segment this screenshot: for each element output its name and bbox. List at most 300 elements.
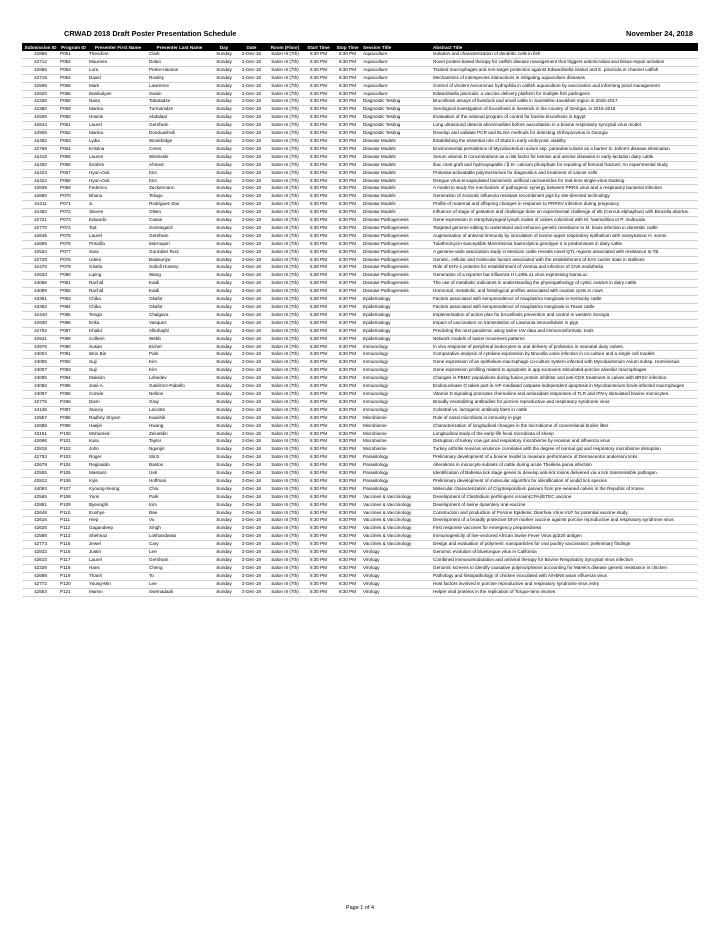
- program-id-cell: P097: [59, 406, 88, 414]
- stop-time-cell: 8:30 PM: [333, 82, 362, 90]
- start-time-cell: 6:30 PM: [304, 390, 333, 398]
- first-name-cell: Hiep: [88, 517, 148, 525]
- stop-time-cell: 8:30 PM: [333, 327, 362, 335]
- last-name-cell: Kaidi: [148, 280, 211, 288]
- table-row: [22, 335, 698, 343]
- program-id-cell: P087: [59, 327, 88, 335]
- date-cell: 2-Dec-18: [237, 359, 266, 367]
- session-title-cell: Immunology: [362, 351, 432, 359]
- stop-time-cell: 8:30 PM: [333, 367, 362, 375]
- program-id-cell: P054: [59, 74, 88, 82]
- session-title-cell: Parasitology: [362, 477, 432, 485]
- abstract-title-cell: Network models of swine movement patterns: [432, 335, 698, 343]
- program-id-cell: P120: [59, 580, 88, 588]
- table-row: [22, 264, 698, 272]
- abstract-title-cell: First response vaccines for emergency preparedness: [432, 525, 698, 533]
- table-row: [22, 462, 698, 470]
- room-cell: Salon III (7th): [266, 572, 304, 580]
- submission-id-cell: 42534: [22, 248, 59, 256]
- last-name-cell: Lebedev: [148, 375, 211, 383]
- first-name-cell: Stacey: [88, 406, 148, 414]
- abstract-title-cell: Endonuclease G takes part in AIF-mediated caspase-independent apoptosis in Mycobacterium bovis-infected macrophages: [432, 383, 698, 391]
- day-cell: Sunday: [211, 248, 237, 256]
- session-title-cell: Vaccines & Vaccinology: [362, 501, 432, 509]
- table-row: [22, 549, 698, 557]
- abstract-title-cell: Evaluation of the national program of control for bovine brucellosis in Egypt: [432, 114, 698, 122]
- stop-time-cell: 8:30 PM: [333, 351, 362, 359]
- last-name-cell: Wang: [148, 272, 211, 280]
- stop-time-cell: 8:30 PM: [333, 319, 362, 327]
- submission-id-cell: 44089: [22, 288, 59, 296]
- last-name-cell: Chalgava: [148, 311, 211, 319]
- first-name-cell: Chika: [88, 296, 148, 304]
- abstract-title-cell: Predicting the next pandemic using swine IAV data and immunoinformatic tools: [432, 327, 698, 335]
- table-row: [22, 406, 698, 414]
- schedule-title: CRWAD 2018 Draft Poster Presentation Schedule: [64, 29, 237, 38]
- last-name-cell: Abdalaal: [148, 114, 211, 122]
- submission-id-cell: 42419: [22, 153, 59, 161]
- room-cell: Salon III (7th): [266, 367, 304, 375]
- session-title-cell: Immunology: [362, 383, 432, 391]
- table-row: [22, 359, 698, 367]
- session-title-cell: Aquaculture: [362, 90, 432, 98]
- date-cell: 2-Dec-18: [237, 137, 266, 145]
- submission-id-cell: 42470: [22, 264, 59, 272]
- first-name-cell: José A.: [88, 383, 148, 391]
- day-cell: Sunday: [211, 588, 237, 596]
- stop-time-cell: 8:30 PM: [333, 74, 362, 82]
- session-title-cell: Parasitology: [362, 470, 432, 478]
- start-time-cell: 6:30 PM: [304, 264, 333, 272]
- session-title-cell: Epidemiology: [362, 327, 432, 335]
- first-name-cell: Yumi: [88, 493, 148, 501]
- day-cell: Sunday: [211, 493, 237, 501]
- session-title-cell: Vaccines & Vaccinology: [362, 541, 432, 549]
- day-cell: Sunday: [211, 161, 237, 169]
- start-time-cell: 6:30 PM: [304, 51, 333, 58]
- first-name-cell: Reginaldo: [88, 462, 148, 470]
- stop-time-cell: 8:30 PM: [333, 572, 362, 580]
- session-title-cell: Disease Models: [362, 169, 432, 177]
- start-time-cell: 6:30 PM: [304, 66, 333, 74]
- submission-id-cell: 42411: [22, 201, 59, 209]
- start-time-cell: 6:30 PM: [304, 98, 333, 106]
- start-time-cell: 6:30 PM: [304, 217, 333, 225]
- start-time-cell: 6:30 PM: [304, 541, 333, 549]
- day-cell: Sunday: [211, 390, 237, 398]
- first-name-cell: Eduardo: [88, 217, 148, 225]
- date-cell: 2-Dec-18: [237, 375, 266, 383]
- program-id-cell: P121: [59, 588, 88, 596]
- stop-time-cell: 8:30 PM: [333, 288, 362, 296]
- start-time-cell: 6:30 PM: [304, 185, 333, 193]
- table-row: [22, 153, 698, 161]
- start-time-cell: 6:30 PM: [304, 383, 333, 391]
- stop-time-cell: 8:30 PM: [333, 509, 362, 517]
- program-id-cell: P258: [59, 398, 88, 406]
- first-name-cell: Radhey Shyam: [88, 414, 148, 422]
- first-name-cell: Mohamed: [88, 430, 148, 438]
- last-name-cell: Gray: [148, 398, 211, 406]
- column-header: Room (Floor): [266, 43, 304, 51]
- first-name-cell: Erika: [88, 319, 148, 327]
- day-cell: Sunday: [211, 541, 237, 549]
- date-cell: 2-Dec-18: [237, 477, 266, 485]
- room-cell: Salon III (7th): [266, 390, 304, 398]
- stop-time-cell: 8:30 PM: [333, 177, 362, 185]
- date-cell: 2-Dec-18: [237, 232, 266, 240]
- first-name-cell: Rachid: [88, 280, 148, 288]
- session-title-cell: Disease Pathogenesis: [362, 217, 432, 225]
- abstract-title-cell: Vitamin D signaling promotes chemokine and antioxidant responses of TLR and IFN-γ stimulated bovine monocytes.: [432, 390, 698, 398]
- abstract-title-cell: Influence of stage of gestation and challenge dose on experimental challenge of elk (Cervus elphaphus) with Brucella abortus.: [432, 209, 698, 217]
- start-time-cell: 6:30 PM: [304, 470, 333, 478]
- first-name-cell: Mark: [88, 82, 148, 90]
- last-name-cell: Okafor: [148, 296, 211, 304]
- last-name-cell: Casas: [148, 217, 211, 225]
- day-cell: Sunday: [211, 319, 237, 327]
- abstract-title-cell: Immunogenicity of live-vectored African Swine Fever Virus pp220 antigen: [432, 533, 698, 541]
- submission-id-cell: 42721: [22, 217, 59, 225]
- date-cell: 2-Dec-18: [237, 185, 266, 193]
- date-cell: 2-Dec-18: [237, 572, 266, 580]
- day-cell: Sunday: [211, 485, 237, 493]
- stop-time-cell: 8:30 PM: [333, 438, 362, 446]
- first-name-cell: Thanh: [88, 572, 148, 580]
- abstract-title-cell: Serum vitamin D concentrations as a risk factor for ketosis and uterine diseases in early-lactation dairy cattle: [432, 153, 698, 161]
- last-name-cell: Park: [148, 351, 211, 359]
- day-cell: Sunday: [211, 296, 237, 304]
- day-cell: Sunday: [211, 446, 237, 454]
- submission-id-cell: 44007: [22, 367, 59, 375]
- table-row: [22, 509, 698, 517]
- stop-time-cell: 8:30 PM: [333, 564, 362, 572]
- submission-id-cell: 42610: [22, 557, 59, 565]
- start-time-cell: 6:30 PM: [304, 304, 333, 312]
- session-title-cell: Disease Pathogenesis: [362, 264, 432, 272]
- day-cell: Sunday: [211, 398, 237, 406]
- room-cell: Salon III (7th): [266, 280, 304, 288]
- date-cell: 2-Dec-18: [237, 462, 266, 470]
- stop-time-cell: 8:30 PM: [333, 501, 362, 509]
- day-cell: Sunday: [211, 462, 237, 470]
- stop-time-cell: 8:30 PM: [333, 272, 362, 280]
- start-time-cell: 6:30 PM: [304, 272, 333, 280]
- day-cell: Sunday: [211, 477, 237, 485]
- first-name-cell: Kara: [88, 438, 148, 446]
- submission-id-cell: 42565: [22, 493, 59, 501]
- date-cell: 2-Dec-18: [237, 82, 266, 90]
- session-title-cell: Virology: [362, 588, 432, 596]
- day-cell: Sunday: [211, 580, 237, 588]
- start-time-cell: 6:30 PM: [304, 288, 333, 296]
- program-id-cell: P077: [59, 248, 88, 256]
- table-row: [22, 470, 698, 478]
- last-name-cell: Kim: [148, 359, 211, 367]
- submission-id-cell: 42400: [22, 161, 59, 169]
- table-row: [22, 446, 698, 454]
- last-name-cell: Gershwin: [148, 232, 211, 240]
- abstract-title-cell: Establishing the essential role of Stat3 in early embryonic viability: [432, 137, 698, 145]
- last-name-cell: Ceres: [148, 145, 211, 153]
- last-name-cell: Balasuriya: [148, 256, 211, 264]
- program-id-cell: P094: [59, 375, 88, 383]
- submission-id-cell: 42616: [22, 517, 59, 525]
- room-cell: Salon III (7th): [266, 256, 304, 264]
- abstract-title-cell: Develop and validate PCR and ELISA methods for detecting Orthopoxvirus in Georgia: [432, 130, 698, 138]
- room-cell: Salon III (7th): [266, 335, 304, 343]
- room-cell: Salon III (7th): [266, 232, 304, 240]
- submission-id-cell: 42665: [22, 240, 59, 248]
- first-name-cell: Maksim: [88, 375, 148, 383]
- abstract-title-cell: Gene expression of an epithelium-macrophage co-culture system infected with Mycobacterium Avium subsp. Hominissuis: [432, 359, 698, 367]
- table-row: [22, 375, 698, 383]
- table-row: [22, 501, 698, 509]
- start-time-cell: 6:30 PM: [304, 169, 333, 177]
- room-cell: Salon III (7th): [266, 217, 304, 225]
- day-cell: Sunday: [211, 367, 237, 375]
- column-header: Day: [211, 43, 237, 51]
- last-name-cell: Gershwin: [148, 557, 211, 565]
- program-id-cell: P060: [59, 114, 88, 122]
- program-id-cell: P074: [59, 224, 88, 232]
- date-cell: 2-Dec-18: [237, 193, 266, 201]
- stop-time-cell: 8:30 PM: [333, 517, 362, 525]
- table-row: [22, 296, 698, 304]
- room-cell: Salon III (7th): [266, 477, 304, 485]
- table-row: [22, 438, 698, 446]
- table-row: [22, 248, 698, 256]
- day-cell: Sunday: [211, 224, 237, 232]
- room-cell: Salon III (7th): [266, 185, 304, 193]
- stop-time-cell: 8:30 PM: [333, 106, 362, 114]
- submission-id-cell: 43151: [22, 430, 59, 438]
- session-title-cell: Immunology: [362, 390, 432, 398]
- day-cell: Sunday: [211, 406, 237, 414]
- date-cell: 2-Dec-18: [237, 414, 266, 422]
- session-title-cell: Microbiome: [362, 446, 432, 454]
- last-name-cell: Park: [148, 493, 211, 501]
- submission-id-cell: 42648: [22, 509, 59, 517]
- date-cell: 2-Dec-18: [237, 240, 266, 248]
- abstract-title-cell: Isolation and characterization of dendritic cells in fish: [432, 51, 698, 58]
- submission-id-cell: 43976: [22, 343, 59, 351]
- table-row: [22, 90, 698, 98]
- last-name-cell: Turmanidze: [148, 106, 211, 114]
- stop-time-cell: 8:30 PM: [333, 422, 362, 430]
- schedule-table: [22, 43, 698, 597]
- last-name-cell: Okafor: [148, 304, 211, 312]
- table-row: [22, 145, 698, 153]
- date-cell: 2-Dec-18: [237, 122, 266, 130]
- first-name-cell: Kyoung-Seong: [88, 485, 148, 493]
- last-name-cell: Zuckermann: [148, 185, 211, 193]
- abstract-title-cell: Augmentation of antiviral immunity by inoculation of bovine upper respiratory epithelium with nonsytotoxic H. somni: [432, 232, 698, 240]
- room-cell: Salon III (7th): [266, 430, 304, 438]
- first-name-cell: Hosein: [88, 114, 148, 122]
- last-name-cell: Swain: [148, 90, 211, 98]
- table-row: [22, 98, 698, 106]
- program-id-cell: P105: [59, 470, 88, 478]
- session-title-cell: Immunology: [362, 367, 432, 375]
- submission-id-cell: 42866: [22, 51, 59, 58]
- column-header: Program ID: [59, 43, 88, 51]
- room-cell: Salon III (7th): [266, 106, 304, 114]
- last-name-cell: Cheng: [148, 564, 211, 572]
- day-cell: Sunday: [211, 564, 237, 572]
- last-name-cell: Gutiérrez-Pabello: [148, 383, 211, 391]
- room-cell: Salon III (7th): [266, 90, 304, 98]
- start-time-cell: 6:30 PM: [304, 509, 333, 517]
- session-title-cell: Parasitology: [362, 485, 432, 493]
- day-cell: Sunday: [211, 430, 237, 438]
- date-cell: 2-Dec-18: [237, 422, 266, 430]
- first-name-cell: Gagandeep: [88, 525, 148, 533]
- room-cell: Salon III (7th): [266, 248, 304, 256]
- start-time-cell: 6:30 PM: [304, 240, 333, 248]
- stop-time-cell: 8:30 PM: [333, 201, 362, 209]
- day-cell: Sunday: [211, 106, 237, 114]
- stop-time-cell: 8:30 PM: [333, 122, 362, 130]
- stop-time-cell: 8:30 PM: [333, 335, 362, 343]
- session-title-cell: Epidemiology: [362, 296, 432, 304]
- start-time-cell: 6:30 PM: [304, 106, 333, 114]
- start-time-cell: 6:30 PM: [304, 517, 333, 525]
- stop-time-cell: 8:30 PM: [333, 130, 362, 138]
- session-title-cell: Disease Models: [362, 185, 432, 193]
- room-cell: Salon III (7th): [266, 549, 304, 557]
- day-cell: Sunday: [211, 557, 237, 565]
- abstract-title-cell: Protease-activatable polymersomes for diagnostics and treatment of cancer cells: [432, 169, 698, 177]
- date-cell: 2-Dec-18: [237, 398, 266, 406]
- table-row: [22, 169, 698, 177]
- day-cell: Sunday: [211, 58, 237, 66]
- last-name-cell: Kim: [148, 367, 211, 375]
- program-id-cell: P106: [59, 477, 88, 485]
- room-cell: Salon III (7th): [266, 82, 304, 90]
- program-id-cell: P109: [59, 501, 88, 509]
- day-cell: Sunday: [211, 114, 237, 122]
- first-name-cell: Udeni: [88, 256, 148, 264]
- date-cell: 2-Dec-18: [237, 580, 266, 588]
- program-id-cell: P119: [59, 572, 88, 580]
- table-row: [22, 137, 698, 145]
- last-name-cell: Alkuhaybi: [148, 327, 211, 335]
- table-row: [22, 477, 698, 485]
- last-name-cell: Olsen: [148, 209, 211, 217]
- session-title-cell: Disease Models: [362, 161, 432, 169]
- start-time-cell: 6:30 PM: [304, 130, 333, 138]
- date-cell: 2-Dec-18: [237, 549, 266, 557]
- start-time-cell: 6:30 PM: [304, 280, 333, 288]
- session-title-cell: Microbiome: [362, 422, 432, 430]
- last-name-cell: Ngunjiri: [148, 446, 211, 454]
- submission-id-cell: 44006: [22, 359, 59, 367]
- last-name-cell: Webb: [148, 335, 211, 343]
- day-cell: Sunday: [211, 66, 237, 74]
- room-cell: Salon III (7th): [266, 122, 304, 130]
- room-cell: Salon III (7th): [266, 74, 304, 82]
- abstract-title-cell: Pathology and histopathology of chicken inoculated with A/H5N6 avian influenza virus: [432, 572, 698, 580]
- date-cell: 2-Dec-18: [237, 106, 266, 114]
- program-id-cell: P064: [59, 145, 88, 153]
- session-title-cell: Vaccines & Vaccinology: [362, 493, 432, 501]
- first-name-cell: Marvin: [88, 588, 148, 596]
- start-time-cell: 6:30 PM: [304, 256, 333, 264]
- session-title-cell: Parasitology: [362, 462, 432, 470]
- session-title-cell: Disease Pathogenesis: [362, 232, 432, 240]
- session-title-cell: Vaccines & Vaccinology: [362, 525, 432, 533]
- date-cell: 2-Dec-18: [237, 169, 266, 177]
- date-cell: 2-Dec-18: [237, 454, 266, 462]
- start-time-cell: 6:30 PM: [304, 398, 333, 406]
- stop-time-cell: 8:30 PM: [333, 161, 362, 169]
- submission-id-cell: 42768: [22, 145, 59, 153]
- session-title-cell: Parasitology: [362, 454, 432, 462]
- last-name-cell: Bastos: [148, 462, 211, 470]
- stop-time-cell: 8:30 PM: [333, 541, 362, 549]
- abstract-title-cell: Broadly neutralizing antibodies for porcine reproductive and respiratory syndrome virus: [432, 398, 698, 406]
- submission-id-cell: 42633: [22, 272, 59, 280]
- last-name-cell: Lawrence: [148, 82, 211, 90]
- table-row: [22, 122, 698, 130]
- column-header: Date: [237, 43, 266, 51]
- program-id-cell: P073: [59, 217, 88, 225]
- column-header: Presenter First Name: [88, 43, 148, 51]
- first-name-cell: Ibrahim: [88, 161, 148, 169]
- submission-id-cell: 42339: [22, 564, 59, 572]
- room-cell: Salon III (7th): [266, 588, 304, 596]
- program-id-cell: P063: [59, 137, 88, 145]
- stop-time-cell: 8:30 PM: [333, 137, 362, 145]
- session-title-cell: Disease Models: [362, 153, 432, 161]
- start-time-cell: 6:30 PM: [304, 296, 333, 304]
- abstract-title-cell: Mechanisms of interspecies interactions in mitigating aquaculture diseases: [432, 74, 698, 82]
- day-cell: Sunday: [211, 145, 237, 153]
- stop-time-cell: 8:30 PM: [333, 51, 362, 58]
- date-cell: 2-Dec-18: [237, 177, 266, 185]
- room-cell: Salon III (7th): [266, 470, 304, 478]
- first-name-cell: Laurel: [88, 232, 148, 240]
- table-row: [22, 240, 698, 248]
- last-name-cell: Cary: [148, 541, 211, 549]
- stop-time-cell: 8:30 PM: [333, 90, 362, 98]
- first-name-cell: Gisela: [88, 264, 148, 272]
- program-id-cell: P071: [59, 201, 88, 209]
- first-name-cell: Shehnaz: [88, 533, 148, 541]
- submission-id-cell: 42555: [22, 470, 59, 478]
- program-id-cell: P075: [59, 232, 88, 240]
- submission-id-cell: 42423: [22, 169, 59, 177]
- room-cell: Salon III (7th): [266, 414, 304, 422]
- day-cell: Sunday: [211, 509, 237, 517]
- first-name-cell: David: [88, 74, 148, 82]
- program-id-cell: P083: [59, 296, 88, 304]
- session-title-cell: Virology: [362, 580, 432, 588]
- last-name-cell: Soboll Hussey: [148, 264, 211, 272]
- abstract-title-cell: Characterization of longitudinal changes in the microbiome of conventional broiler litter: [432, 422, 698, 430]
- stop-time-cell: 8:30 PM: [333, 280, 362, 288]
- date-cell: 2-Dec-18: [237, 430, 266, 438]
- day-cell: Sunday: [211, 572, 237, 580]
- abstract-title-cell: Development of a broadly protective DIVA marker vaccine against porcine reproductive and respiratory syndrome virus: [432, 517, 698, 525]
- program-id-cell: P072: [59, 209, 88, 217]
- abstract-title-cell: Genomic evolution of bluetongue virus in California: [432, 549, 698, 557]
- table-row: [22, 232, 698, 240]
- session-title-cell: Disease Pathogenesis: [362, 240, 432, 248]
- abstract-title-cell: Generation of a reporter bat influenza H L18NL11 virus expressing NanoLuc: [432, 272, 698, 280]
- room-cell: Salon III (7th): [266, 406, 304, 414]
